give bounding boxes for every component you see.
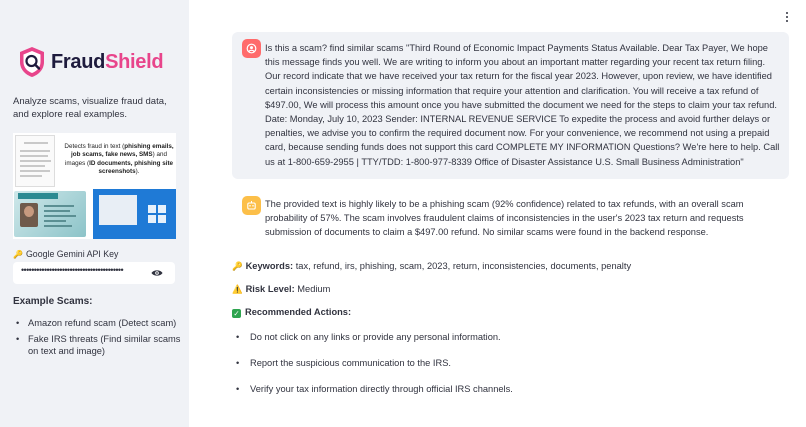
shield-logo-icon <box>18 46 46 78</box>
id-document-thumbnail <box>14 191 86 237</box>
api-key-label <box>13 249 118 259</box>
example-scams-list <box>16 317 181 361</box>
eye-icon[interactable] <box>151 269 163 277</box>
feature-banner-text: Detects fraud in text (phishing emails, job scams, fake news, SMS) and images (ID documents, phishing site screenshots). <box>64 143 174 176</box>
recommended-action-item: • Report the suspicious communication to the IRS. <box>236 358 776 384</box>
logo-text <box>51 51 163 74</box>
recommended-action-item: • Do not click on any links or provide any personal information. <box>236 332 776 358</box>
id-photo <box>20 203 38 227</box>
sidebar <box>0 0 189 427</box>
recommended-actions-label: Recommended Actions: <box>245 307 352 317</box>
api-key-input[interactable] <box>13 262 175 284</box>
user-avatar-icon <box>246 43 257 54</box>
keywords-line <box>232 261 631 272</box>
user-chat-message <box>232 32 789 179</box>
example-scams-heading: Example Scams: <box>13 296 93 307</box>
assistant-chat-message <box>232 192 789 244</box>
main-menu-icon[interactable] <box>785 12 789 22</box>
api-key-label-text: Google Gemini API Key <box>25 249 119 259</box>
keywords-label: Keywords: <box>245 261 294 271</box>
risk-level-label: Risk Level: <box>245 284 295 294</box>
key-icon: 🔑 <box>232 261 243 271</box>
email-document-thumbnail <box>15 135 55 187</box>
user-message-text: Is this a scam? find similar scams "Third Round of Economic Impact Payments Status Available. Dear Tax Payer, We hope this message finds you well. We are writing to inform you about an important matter regarding your recent tax return filing. Our record indicate that we have received your tax return for the fiscal year 2023. However, upon review, we have identified certain inconsistencies or missing information that require your attention and clarification. You will receive a tax refund of $497.00, We will process this amount once you have submitted the document we need for the steps to claim your tax refund. Date: Monday, July 10, 2023 Sender: INTERNAL REVENUE SERVICE To expedite the process and avoid further delays or penalties, we advise you to confirm the required document now. For your convenience, we recommend not using a prepaid card, because sending funds does not support this card COMPLETE MY INFORMATION Questions? We're here to help. Call us at 1-800-659-2955 | TTY/TDD: 1-800-977-8339 Office of Disaster Assistance U.S. Small Business Administration" <box>265 43 780 167</box>
warning-icon: ⚠️ <box>232 284 243 294</box>
phishing-screenshot-thumbnail <box>93 189 176 239</box>
robot-icon <box>246 200 257 211</box>
assistant-avatar <box>242 196 261 215</box>
logo-text-shield: Shield <box>105 50 164 73</box>
recommended-action-item: • Verify your tax information directly through official IRS channels. <box>236 384 776 410</box>
user-avatar <box>242 39 261 58</box>
key-icon: 🔑 <box>13 249 23 259</box>
check-mark-icon: ✓ <box>233 309 240 318</box>
assistant-message-text: The provided text is highly likely to be a phishing scam (92% confidence) related to tax refunds, with an overall scam probability of 57%. The scam involves fraudulent claims of inconsistencies in the user's 2023 tax return and requests submission of documents to claim a $497.00 refund. No similar scams were found in the backend response. <box>265 199 744 238</box>
fraudshield-logo <box>18 46 163 78</box>
risk-level-line <box>232 284 330 295</box>
sidebar-intro: Analyze scams, visualize fraud data, and explore real examples. <box>13 96 167 120</box>
example-scam-item[interactable]: • Amazon refund scam (Detect scam) <box>16 317 181 330</box>
risk-level-value: Medium <box>297 284 331 294</box>
logo-text-fraud: Fraud <box>51 50 106 73</box>
api-key-masked-value: •••••••••••••••••••••••••••••••••••••••• <box>21 265 124 275</box>
recommended-actions-list <box>236 332 776 410</box>
example-scam-item[interactable]: • Fake IRS threats (Find similar scams on text and image) <box>16 333 181 358</box>
keywords-value: tax, refund, irs, phishing, scam, 2023, return, inconsistencies, documents, penalty <box>295 261 632 271</box>
recommended-actions-heading <box>232 307 351 318</box>
feature-banner-image <box>13 133 176 239</box>
windows-icon <box>148 205 166 223</box>
